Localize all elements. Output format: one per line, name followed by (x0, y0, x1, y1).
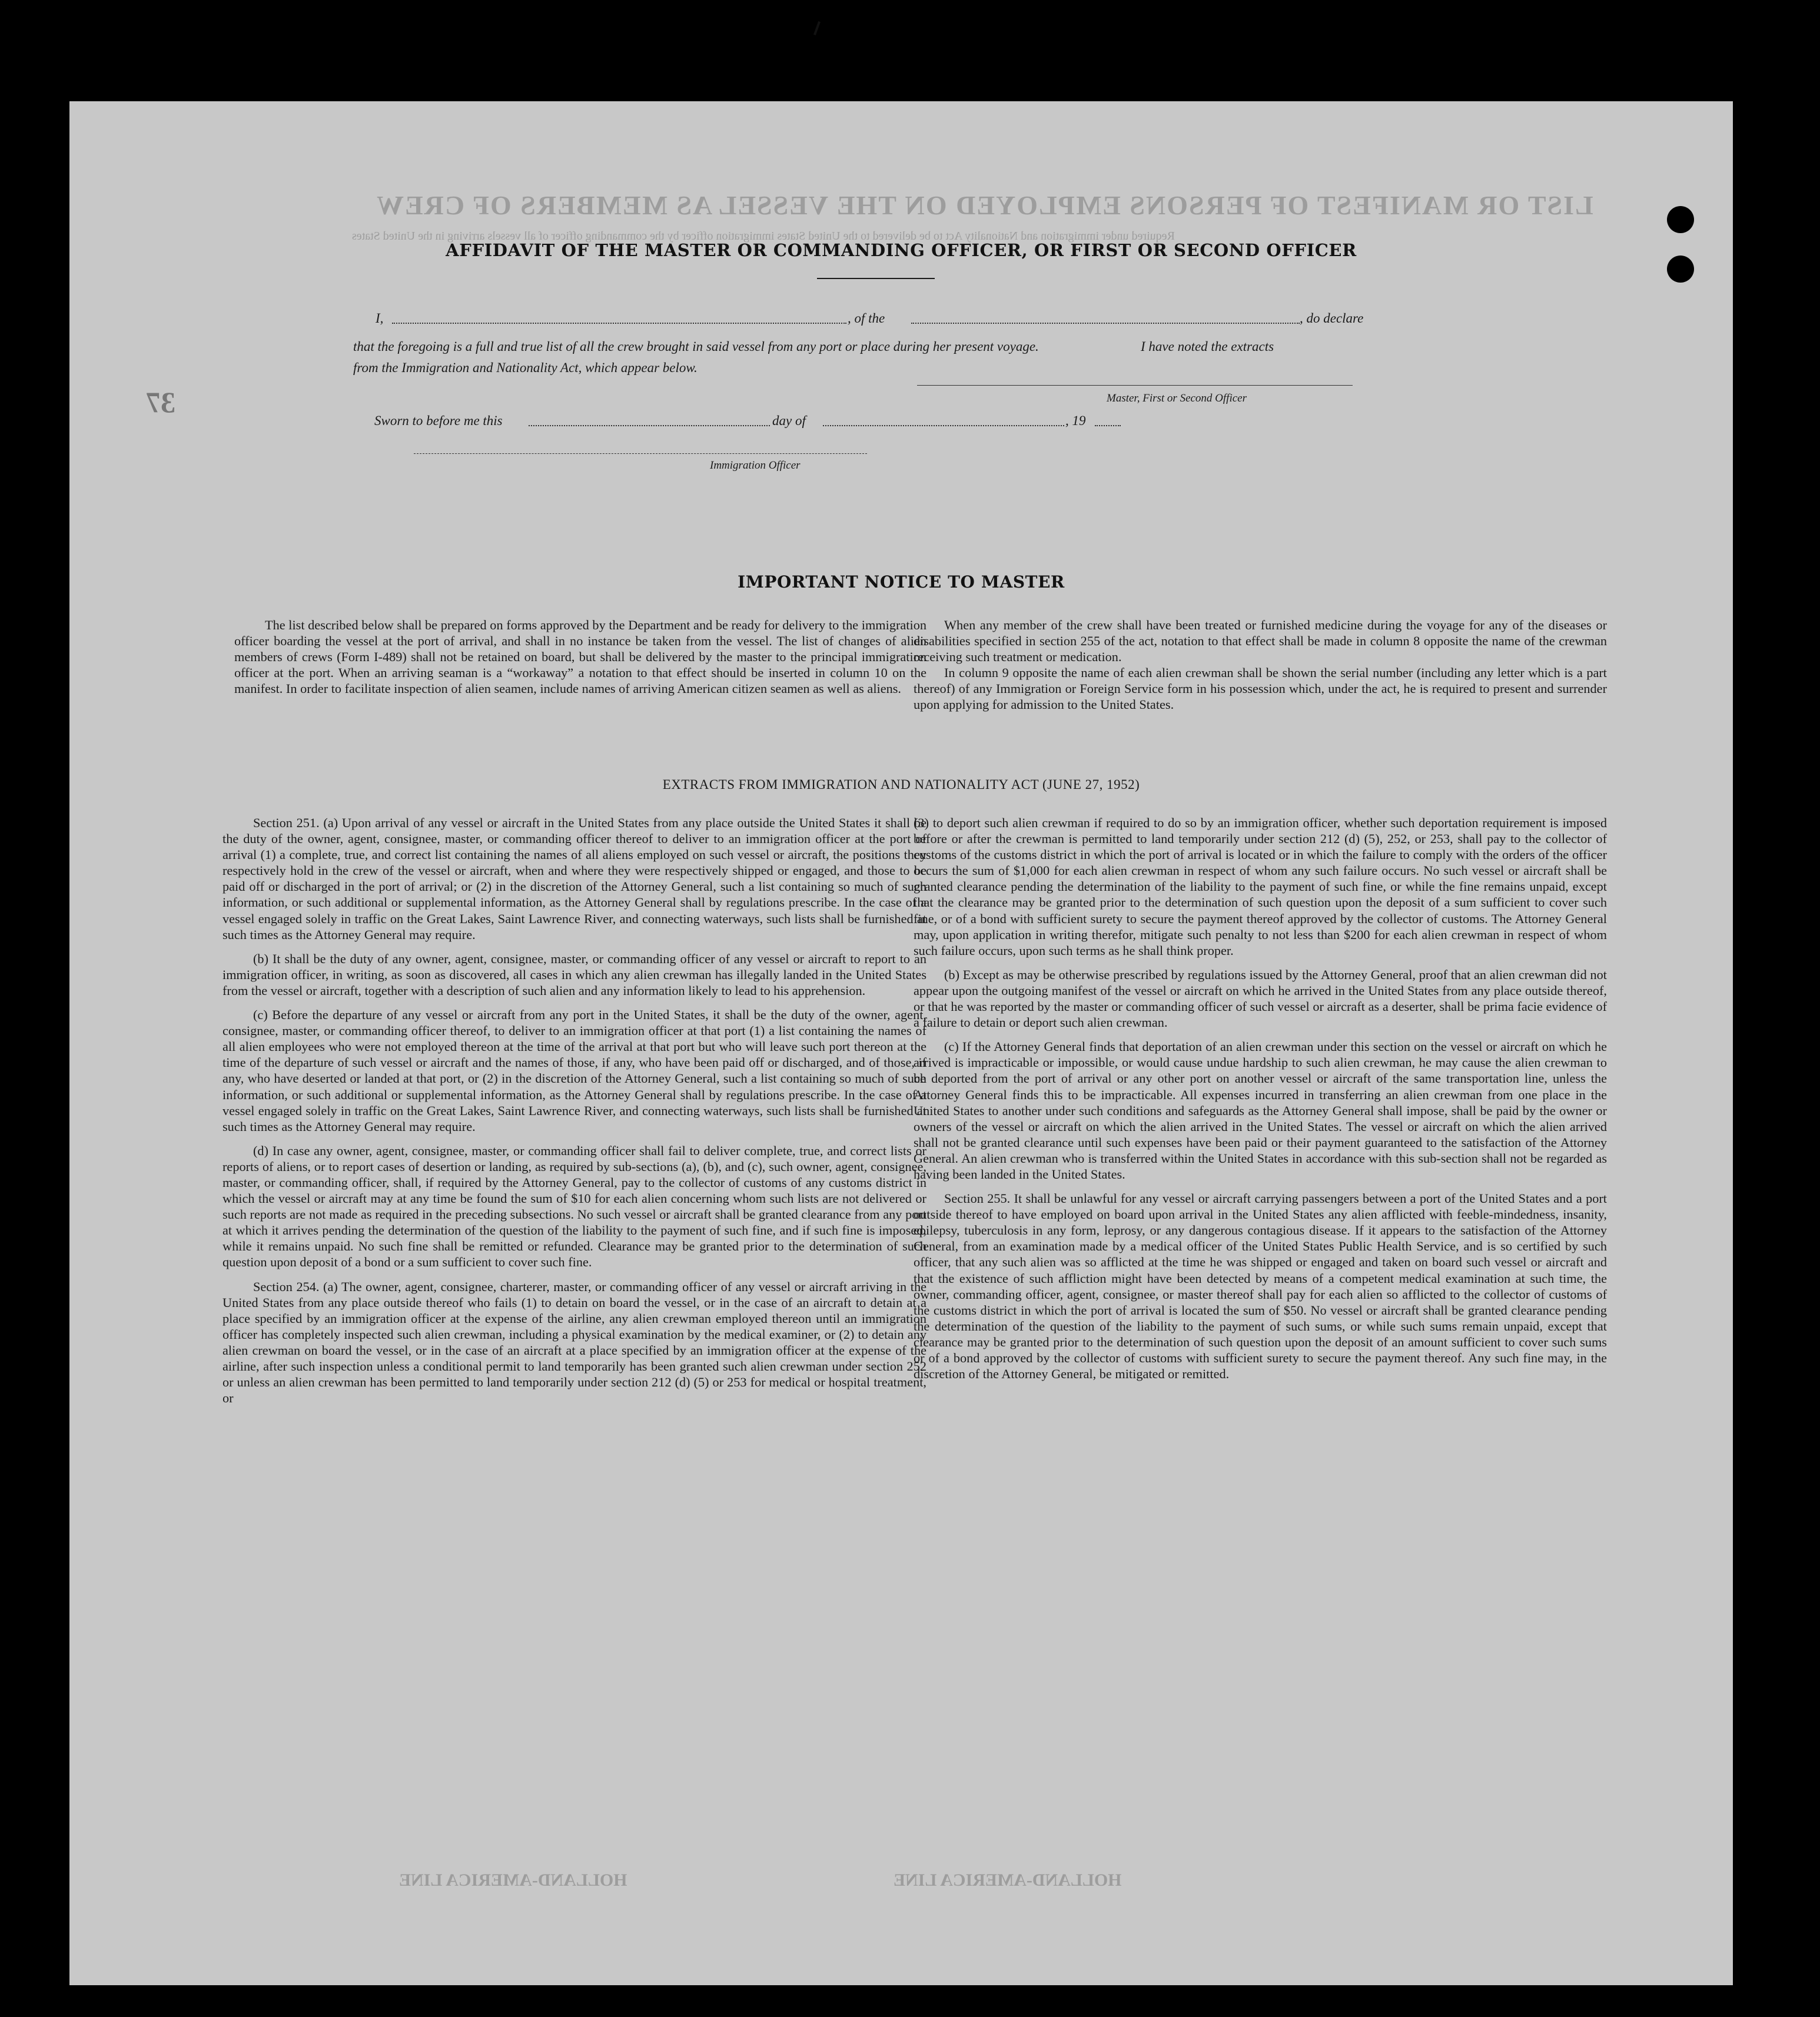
extract-paragraph: Section 251. (a) Upon arrival of any vessel or aircraft in the United States from any place outside the United States it shall be the duty of the owner, agent, consignee, master, or commanding officer thereof to deliver to an immigration officer at the port of arrival (1) a complete, true, and correct list containing the names of all aliens employed on such vessel or aircraft, the positions they respectively hold in the crew of the vessel or aircraft, when and where they were respectively shipped or engaged, and those to be paid off or discharged in the port of arrival; or (2) in the discretion of the Attorney General, such a list containing so much of such information, or such additional or supplemental information, as the Attorney General shall by regulations prescribe. In the case of a vessel engaged solely in traffic on the Great Lakes, Saint Lawrence River, and connecting waterways, such lists shall be furnished at such times as the Attorney General may require. (222, 815, 926, 942)
bleed-through-page-number: 37 (146, 386, 175, 419)
affidavit-i-label: I, (376, 311, 384, 326)
affidavit-name-line (392, 323, 846, 324)
extract-paragraph: (d) In case any owner, agent, consignee, master, or commanding officer shall fail to deliver complete, true, and correct lists or reports of aliens, or to report cases of desertion or landing, as required by sub-sections (a), (b), and (c), such owner, agent, consignee, master, or commanding officer, shall, if required by the Attorney General, pay to the collector of customs of any customs district in which the vessel or aircraft may at any time be found the sum of $10 for each alien concerning whom such lists are not delivered or such reports are not made as required in the preceding subsections. No such vessel or aircraft shall be granted clearance from any port at which it arrives pending the determination of the question of the liability to the payment of such fine, and if such fine is imposed, while it remains unpaid. No such fine shall be remitted or refunded. Clearance may be granted prior to the determination of such question upon deposit of a bond or a sum sufficient to cover such fine. (222, 1143, 926, 1270)
year-label: , 19 (1065, 413, 1086, 428)
extracts-title: EXTRACTS FROM IMMIGRATION AND NATIONALITY ACT (JUNE 27, 1952) (662, 777, 1140, 792)
affidavit-extracts-text: I have noted the extracts (1141, 339, 1274, 354)
affidavit-act-text: from the Immigration and Nationality Act, which appear below. (353, 360, 698, 375)
master-signature-caption: Master, First or Second Officer (1107, 392, 1247, 404)
affidavit-vessel-line (911, 323, 1300, 324)
master-signature-line (917, 385, 1353, 386)
officer-signature-line (414, 453, 867, 454)
bleed-through-title: LIST OR MANIFEST OF PERSONS EMPLOYED ON THE VESSEL AS MEMBERS OF CREW (376, 190, 1593, 220)
extract-paragraph: (c) Before the departure of any vessel or aircraft from any port in the United States, it shall be the duty of the owner, agent, consignee, master, or commanding officer thereof, to deliver to an immigration officer at that port (1) a list containing the names of all alien employees who were not employed thereon at the time of the arrival at that port but who will leave such port thereon at the time of the departure of such vessel or aircraft and the names of those, if any, who have been paid off or discharged, and of those, if any, who have deserted or landed at that port, or (2) in the discretion of the Attorney General, such a list containing so much of such information, or such additional or supplemental information, as the Attorney General shall by regulations prescribe. In the case of a vessel engaged solely in traffic on the Great Lakes, Saint Lawrence River, and connecting waterways, such lists shall be furnished at such times as the Attorney General may require. (222, 1007, 926, 1134)
extracts-left-column (222, 815, 926, 1414)
bleed-through-stamp-2: HOLLAND-AMERICA LINE (399, 1870, 627, 1890)
notice-left-column (234, 617, 926, 696)
notice-right-paragraph: In column 9 opposite the name of each alien crewman shall be shown the serial number (including any letter which is a part thereof) of any Immigration or Foreign Service form in his possession which, under the act, he is required to present and surrender upon applying for admission to the United States. (914, 665, 1607, 712)
notice-right-column (914, 617, 1607, 712)
extract-paragraph: (3) to deport such alien crewman if required to do so by an immigration officer, whether such deportation requirement is imposed before or after the crewman is permitted to land temporarily under section 212 (d) (5), 252, or 253, shall pay to the collector of customs of the customs district in which the port of arrival is located or in which the failure to comply with the orders of the officer occurs the sum of $1,000 for each alien crewman in respect of whom any such failure occurs. No such vessel or aircraft shall be granted clearance pending the determination of the liability to the payment of such fine, or while the fine remains unpaid, except that the clearance may be granted prior to the determination of such question upon the deposit of a sum sufficient to cover such fine, or of a bond with sufficient surety to secure the payment thereof approved by the collector of customs. The Attorney General may, upon application in writing therefor, mitigate such penalty to not less than $200 for each alien crewman in respect of whom such failure occurs, upon such terms as he shall think proper. (914, 815, 1607, 958)
sworn-label: Sworn to before me this (374, 413, 503, 428)
extract-paragraph: (b) It shall be the duty of any owner, agent, consignee, master, or commanding officer of any vessel or aircraft to report to an immigration officer, in writing, as soon as discovered, all cases in which any alien crewman has illegally landed in the United States from the vessel or aircraft, together with a description of such alien and any information likely to lead to his apprehension. (222, 951, 926, 998)
notice-title: IMPORTANT NOTICE TO MASTER (738, 572, 1065, 592)
notice-left-paragraph: The list described below shall be prepared on forms approved by the Department and be ready for delivery to the immigration officer boarding the vessel at the port of arrival, and shall in no instance be taken from the vessel. The list of changes of alien members of crews (Form I-489) shall not be retained on board, but shall be delivered by the master to the principal immigration officer at the port. When an arriving seaman is a “workaway” a notation to that effect should be inserted in column 10 on the manifest. In order to facilitate inspection of alien seamen, include names of arriving American citizen seamen as well as aliens. (234, 618, 926, 696)
scan-mark (813, 21, 821, 35)
affidavit-declaration-text: that the foregoing is a full and true list of all the crew brought in said vessel from any port or place during her present voyage. (353, 339, 1039, 354)
extract-paragraph: Section 254. (a) The owner, agent, consignee, charterer, master, or commanding officer of any vessel or aircraft arriving in the United States from any place outside thereof who fails (1) to detain on board the vessel, or in the case of an aircraft to detain at a place specified by an immigration officer at the expense of the airline, any alien crewman employed thereon until an immigration officer has completely inspected such alien crewman, including a physical examination by the medical examiner, or (2) to detain any alien crewman on board the vessel, or in the case of an aircraft at a place specified by an immigration officer at the expense of the airline, after such inspection unless a conditional permit to land temporarily has been granted such alien crewman under section 252 or unless an alien crewman has been permitted to land temporarily under section 212 (d) (5) or 253 for medical or hospital treatment, or (222, 1279, 926, 1406)
bleed-through-line: Required under immigration and Nationality Act to be delivered to the United States immigration officer by the commanding officer of all vessels arriving in the United States (352, 230, 1175, 243)
document-page (69, 101, 1733, 1985)
extract-paragraph: (c) If the Attorney General finds that deportation of an alien crewman under this section on the vessel or aircraft on which he arrived is impracticable or impossible, or would cause undue hardship to such alien crewman, he may cause the alien crewman to be deported from the port of arrival or any other port on another vessel or aircraft of the same transportation line, unless the Attorney General finds this to be impracticable. All expenses incurred in transferring an alien crewman from one place in the United States to another under such conditions and safeguards as the Attorney General shall impose, shall be paid by the owner or owners of the vessel or aircraft on which the alien arrived in the United States. The vessel or aircraft on which the alien arrived shall not be granted clearance until such expenses have been paid or their payment guaranteed to the satisfaction of the Attorney General. An alien crewman who is transferred within the United States in accordance with this sub-section shall not be regarded as having been landed in the United States. (914, 1039, 1607, 1182)
notice-right-paragraph: When any member of the crew shall have been treated or furnished medicine during the voyage for any of the diseases or disabilities specified in section 255 of the act, notation to that effect shall be made in column 8 opposite the name of the crewman receiving such treatment or medication. (914, 618, 1607, 664)
affidavit-declare-label: , do declare (1300, 311, 1364, 326)
extract-paragraph: (b) Except as may be otherwise prescribed by regulations issued by the Attorney General, proof that an alien crewman did not appear upon the outgoing manifest of the vessel or aircraft on which he arrived in the United States from any place outside thereof, or that he was reported by the master or commanding officer of such vessel or aircraft as a deserter, shall be prima facie evidence of a failure to detain or deport such alien crewman. (914, 967, 1607, 1030)
bleed-through-stamp: HOLLAND-AMERICA LINE (894, 1870, 1122, 1890)
extracts-right-column (914, 815, 1607, 1390)
sworn-date-line (529, 425, 770, 426)
extract-paragraph: Section 255. It shall be unlawful for any vessel or aircraft carrying passengers between a port of the United States and a port outside thereof to have employed on board upon arrival in the United States any alien afflicted with feeble-mindedness, insanity, epilepsy, tuberculosis in any form, leprosy, or any dangerous contagious disease. If it appears to the satisfaction of the Attorney General, from an examination made by a medical officer of the United States Public Health Service, and is so certified by such officer, that any such alien was so afflicted at the time he was shipped or engaged and taken on board such vessel or aircraft and that the existence of such affliction might have been detected by means of a competent medical examination at such time, the owner, commanding officer, agent, consignee, or master thereof shall pay for each alien so afflicted to the collector of customs of the customs district in which the port of arrival is located the sum of $50. No vessel or aircraft shall be granted clearance pending the determination of the question of the liability to the payment of such sums, or while such sums remain unpaid, except that clearance may be granted prior to the determination of such question upon the deposit of an amount sufficient to cover such sums or of a bond approved by the collector of customs with sufficient surety to secure the payment thereof. Any such fine may, in the discretion of the Attorney General, be mitigated or remitted. (914, 1191, 1607, 1382)
affidavit-title: AFFIDAVIT OF THE MASTER OR COMMANDING OFFICER, OR FIRST OR SECOND OFFICER (446, 240, 1357, 260)
day-of-line (823, 425, 1064, 426)
affidavit-of-the-label: , of the (848, 311, 885, 326)
affidavit-title-rule (817, 278, 935, 279)
officer-signature-caption: Immigration Officer (710, 459, 801, 472)
punch-hole-top (1667, 206, 1694, 233)
day-of-label: day of (772, 413, 806, 428)
year-line (1095, 425, 1121, 426)
